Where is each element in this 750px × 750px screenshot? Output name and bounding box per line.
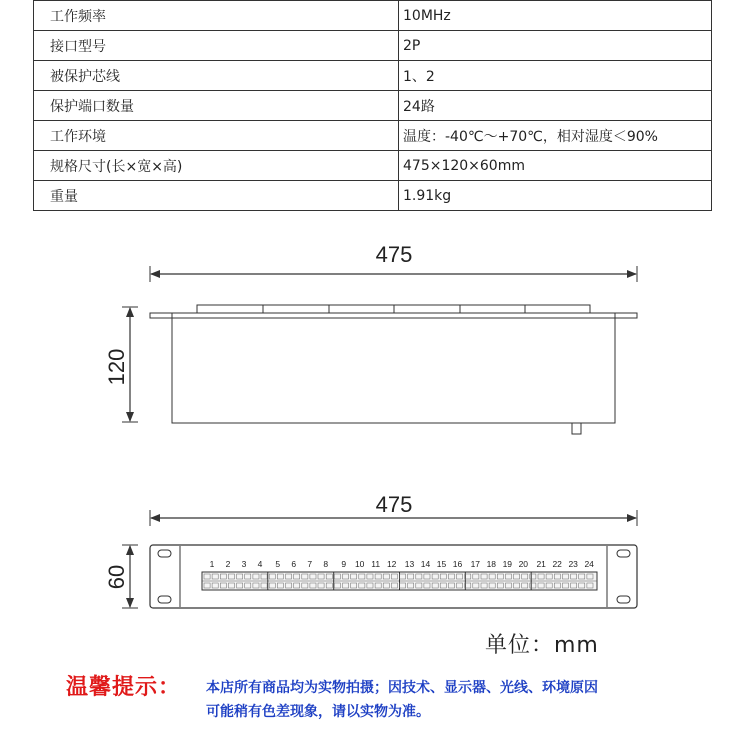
port-number: 18 xyxy=(486,559,497,569)
top-view xyxy=(104,242,637,434)
port-number-labels xyxy=(210,559,595,569)
spec-value: 10MHz xyxy=(399,1,712,31)
port-number: 3 xyxy=(241,559,247,569)
top-width-label: 475 xyxy=(375,242,413,267)
spec-value: 24路 xyxy=(399,91,712,121)
top-view-outline xyxy=(150,305,637,434)
spec-value: 475×120×60mm xyxy=(399,151,712,181)
port-number: 1 xyxy=(209,559,215,569)
port-number: 13 xyxy=(404,559,415,569)
port-number: 17 xyxy=(470,559,481,569)
port-number: 5 xyxy=(275,559,281,569)
port-number: 7 xyxy=(307,559,313,569)
port-number: 15 xyxy=(436,559,447,569)
mount-slot-bottom-left xyxy=(158,596,171,603)
front-panel xyxy=(150,545,637,608)
notice-title: 温馨提示： xyxy=(66,675,182,700)
spec-value: 温度：-40℃～+70℃，相对湿度＜90% xyxy=(399,121,712,151)
port-number: 16 xyxy=(452,559,463,569)
spec-label: 工作环境 xyxy=(34,121,399,151)
front-width-label: 475 xyxy=(375,492,413,517)
unit-label: 单位：mm xyxy=(485,633,599,658)
port-number: 20 xyxy=(518,559,529,569)
notice-line-2: 可能稍有色差现象，请以实物为准。 xyxy=(206,704,430,720)
spec-value: 1、2 xyxy=(399,61,712,91)
top-depth-dimension xyxy=(104,307,138,422)
spec-value: 1.91kg xyxy=(399,181,712,211)
spec-value: 2P xyxy=(399,31,712,61)
port-number: 22 xyxy=(552,559,562,569)
top-width-dimension xyxy=(150,242,637,282)
port-number: 6 xyxy=(291,559,297,569)
port-number: 12 xyxy=(386,559,397,569)
port-number: 11 xyxy=(371,559,381,569)
notice-line-1: 本店所有商品均为实物拍摄；因技术、显示器、光线、环境原因 xyxy=(206,680,598,696)
front-height-label: 60 xyxy=(104,564,129,590)
port-number: 21 xyxy=(536,559,546,569)
port-number: 14 xyxy=(420,559,431,569)
port-number: 23 xyxy=(568,559,578,569)
port-strip xyxy=(202,572,597,590)
front-height-dimension xyxy=(104,545,138,608)
front-width-dimension xyxy=(150,492,637,526)
port-number: 10 xyxy=(354,559,365,569)
spec-label: 被保护芯线 xyxy=(34,61,399,91)
port-number: 9 xyxy=(341,559,347,569)
mount-slot-top-left xyxy=(158,550,171,557)
port-number: 4 xyxy=(257,559,263,569)
spec-label: 重量 xyxy=(34,181,399,211)
port-number: 19 xyxy=(502,559,513,569)
spec-label: 接口型号 xyxy=(34,31,399,61)
mount-slot-top-right xyxy=(617,550,630,557)
port-number: 24 xyxy=(584,559,594,569)
spec-label: 规格尺寸(长×宽×高) xyxy=(34,151,399,181)
spec-label: 工作频率 xyxy=(34,1,399,31)
top-depth-label: 120 xyxy=(104,348,129,386)
port-number: 8 xyxy=(323,559,329,569)
spec-label: 保护端口数量 xyxy=(34,91,399,121)
port-number: 2 xyxy=(225,559,231,569)
mount-slot-bottom-right xyxy=(617,596,630,603)
front-view xyxy=(104,492,637,608)
